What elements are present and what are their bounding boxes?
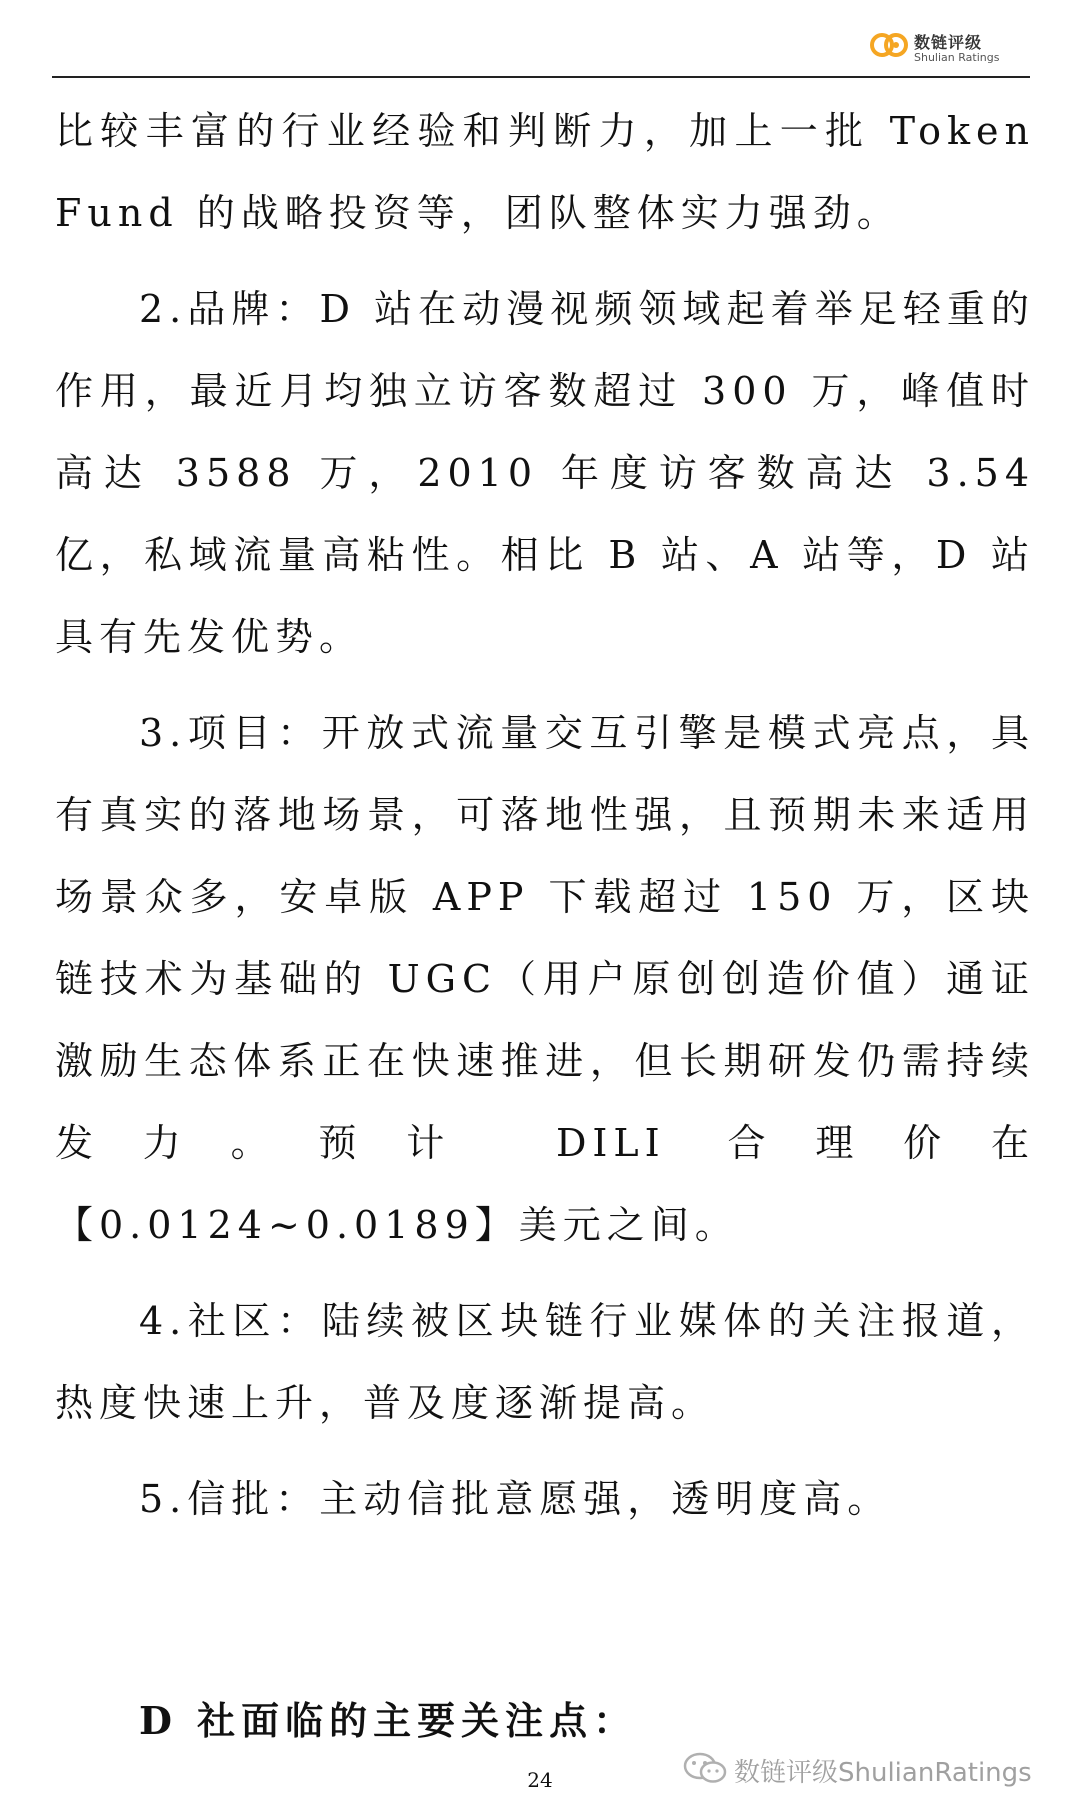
logo-chinese-name: 数链评级 (914, 33, 983, 52)
logo-english-name: Shulian Ratings (914, 51, 1000, 64)
paragraph-brand: 2.品牌：D 站在动漫视频领域起着举足轻重的作用，最近月均独立访客数超过 300 万，峰值时高达 3588 万，2010 年度访客数高达 3.54 亿，私域流量高粘性。相比 B 站、A 站等，D 站具有先发优势。 (55, 287, 1035, 659)
header-divider (52, 76, 1030, 78)
watermark-text: 数链评级ShulianRatings (734, 1758, 1032, 1788)
wechat-icon (680, 1750, 732, 1786)
page-header (0, 0, 1080, 80)
shulian-logo (870, 26, 1050, 70)
paragraph-disclosure: 5.信批：主动信批意愿强，透明度高。 (139, 1477, 892, 1521)
paragraph-community: 4.社区：陆续被区块链行业媒体的关注报道，热度快速上升，普及度逐渐提高。 (55, 1299, 1035, 1425)
paragraph-project: 3.项目：开放式流量交互引擎是模式亮点，具有真实的落地场景，可落地性强，且预期未来适用场景众多，安卓版 APP 下载超过 150 万，区块链技术为基础的 UGC（用户原创创造价值）通证激励生态体系正在快速推进，但长期研发仍需持续发力。预计 DILI 合理价在【0.0124~0.0189】美元之间。 (55, 711, 1035, 1247)
paragraph-team: 比较丰富的行业经验和判断力，加上一批 Token Fund 的战略投资等，团队整体实力强劲。 (55, 109, 1035, 235)
page-number: 24 (527, 1768, 553, 1792)
document-body (55, 90, 1035, 1762)
shulian-logo-icon (870, 30, 908, 60)
section-heading: D 社面临的主要关注点： (139, 1698, 638, 1743)
